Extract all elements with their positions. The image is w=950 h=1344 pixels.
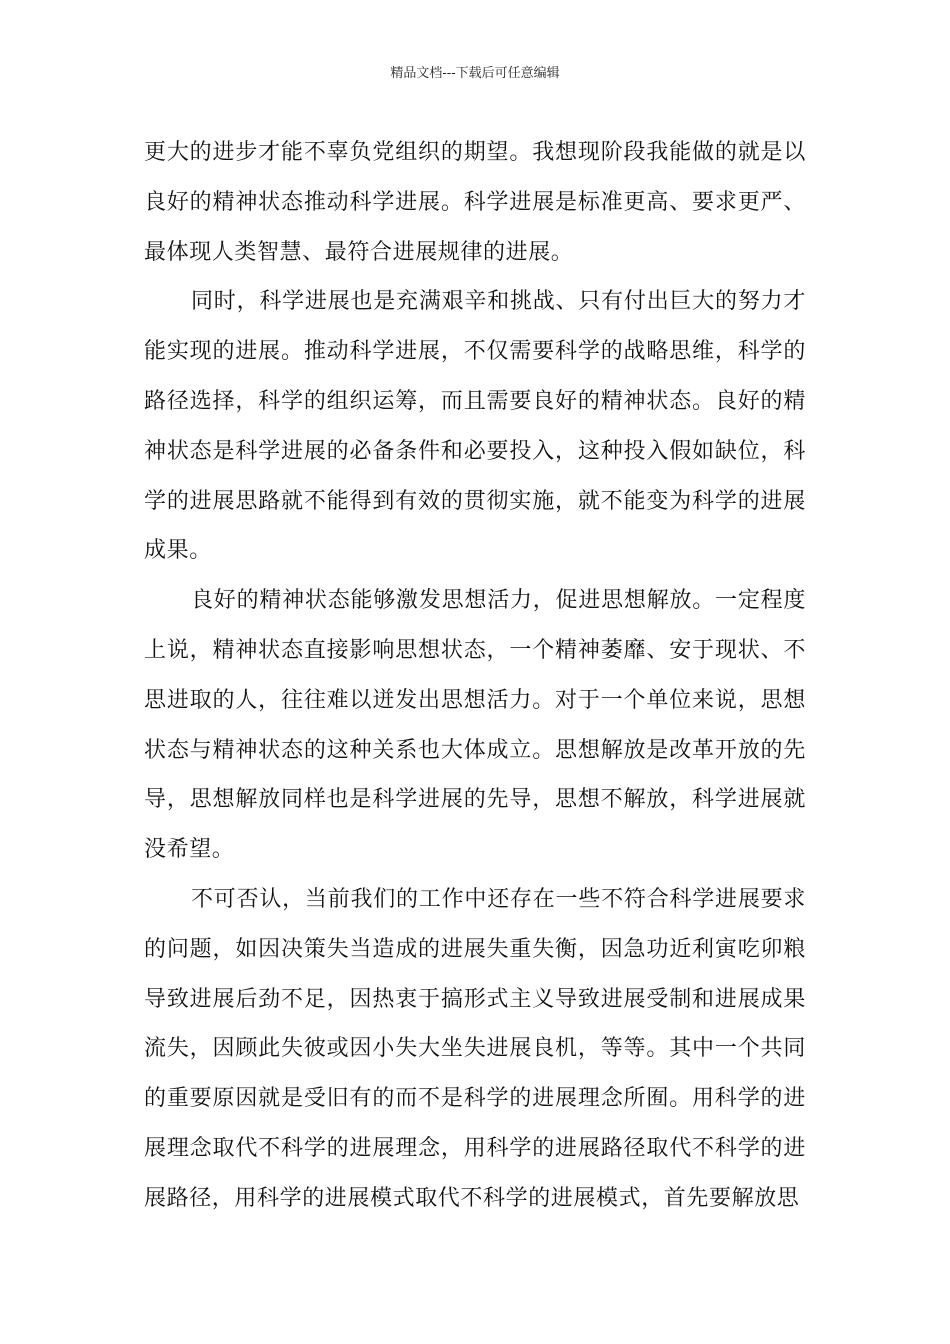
document-body <box>144 128 806 1224</box>
paragraph-4: 不可否认，当前我们的工作中还存在一些不符合科学进展要求的问题，如因决策失当造成的进展失重失衡，因急功近利寅吃卯粮导致进展后劲不足，因热衷于搞形式主义导致进展受制和进展成果流失，因顾此失彼或因小失大坐失进展良机，等等。其中一个共同的重要原因就是受旧有的而不是科学的进展理念所囿。用科学的进展理念取代不科学的进展理念，用科学的进展路径取代不科学的进展路径，用科学的进展模式取代不科学的进展模式，首先要解放思 <box>144 886 806 1211</box>
paragraph-3: 良好的精神状态能够激发思想活力，促进思想解放。一定程度上说，精神状态直接影响思想状态，一个精神萎靡、安于现状、不思进取的人，往往难以迸发出思想活力。对于一个单位来说，思想状态与精神状态的这种关系也大体成立。思想解放是改革开放的先导，思想解放同样也是科学进展的先导，思想不解放，科学进展就没希望。 <box>144 588 806 863</box>
paragraph-1: 更大的进步才能不辜负党组织的期望。我想现阶段我能做的就是以良好的精神状态推动科学进展。科学进展是标准更高、要求更严、最体现人类智慧、最符合进展规律的进展。 <box>144 140 806 265</box>
paragraph-2: 同时，科学进展也是充满艰辛和挑战、只有付出巨大的努力才能实现的进展。推动科学进展，不仅需要科学的战略思维，科学的路径选择，科学的组织运筹，而且需要良好的精神状态。良好的精神状态是科学进展的必备条件和必要投入，这种投入假如缺位，科学的进展思路就不能得到有效的贯彻实施，就不能变为科学的进展成果。 <box>144 289 806 564</box>
page-header: 精品文档---下载后可任意编辑 <box>390 66 560 81</box>
